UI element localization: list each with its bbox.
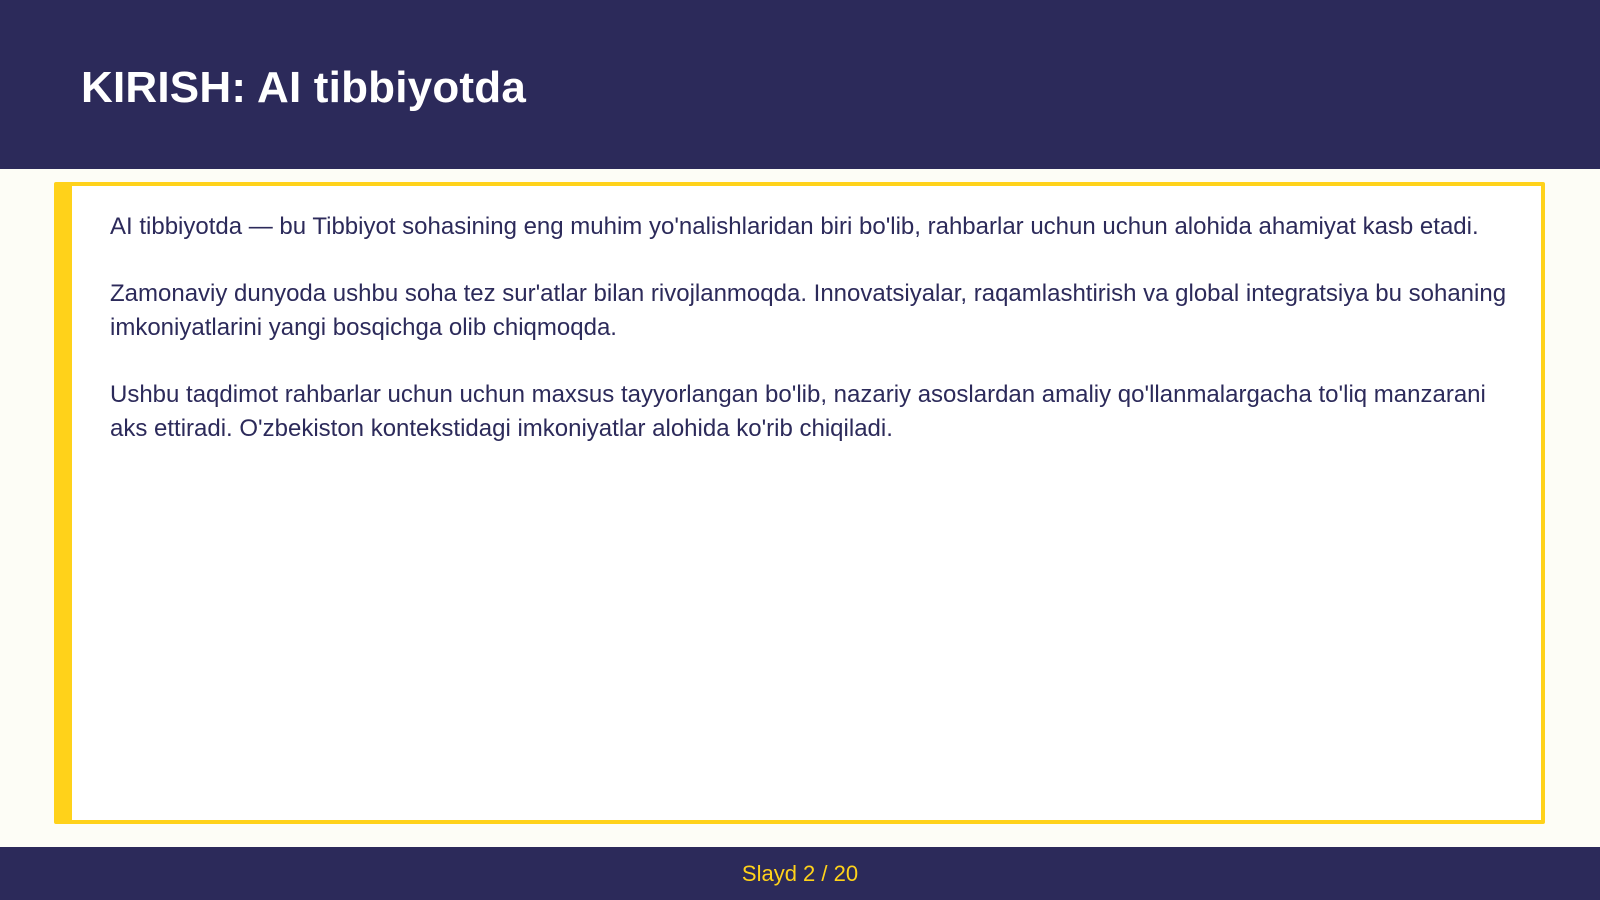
slide-title: KIRISH: AI tibbiyotda	[81, 63, 526, 112]
slide-header	[0, 0, 1600, 169]
slide-number: Slayd 2 / 20	[741, 861, 859, 886]
intro-paragraph: AI tibbiyotda — bu Tibbiyot sohasining eng muhim yo'nalishlaridan biri bo'lib, rahbarlar uchun uchun alohida ahamiyat kasb etadi.	[110, 213, 1479, 240]
purpose-paragraph: Ushbu taqdimot rahbarlar uchun uchun maxsus tayyorlangan bo'lib, nazariy asoslardan amaliy qo'llanmalargacha to'liq manzarani aks ettiradi. O'zbekiston kontekstidagi imkoniyatlar alohida ko'rib chiqiladi.	[110, 381, 1486, 442]
content-body	[110, 210, 1510, 479]
slide-footer	[0, 847, 1600, 900]
context-paragraph: Zamonaviy dunyoda ushbu soha tez sur'atlar bilan rivojlanmoqda. Innovatsiyalar, raqamlashtirish va global integratsiya bu sohaning imkoniyatlarini yangi bosqichga olib chiqmoqda.	[110, 280, 1507, 341]
content-card	[54, 182, 1545, 824]
